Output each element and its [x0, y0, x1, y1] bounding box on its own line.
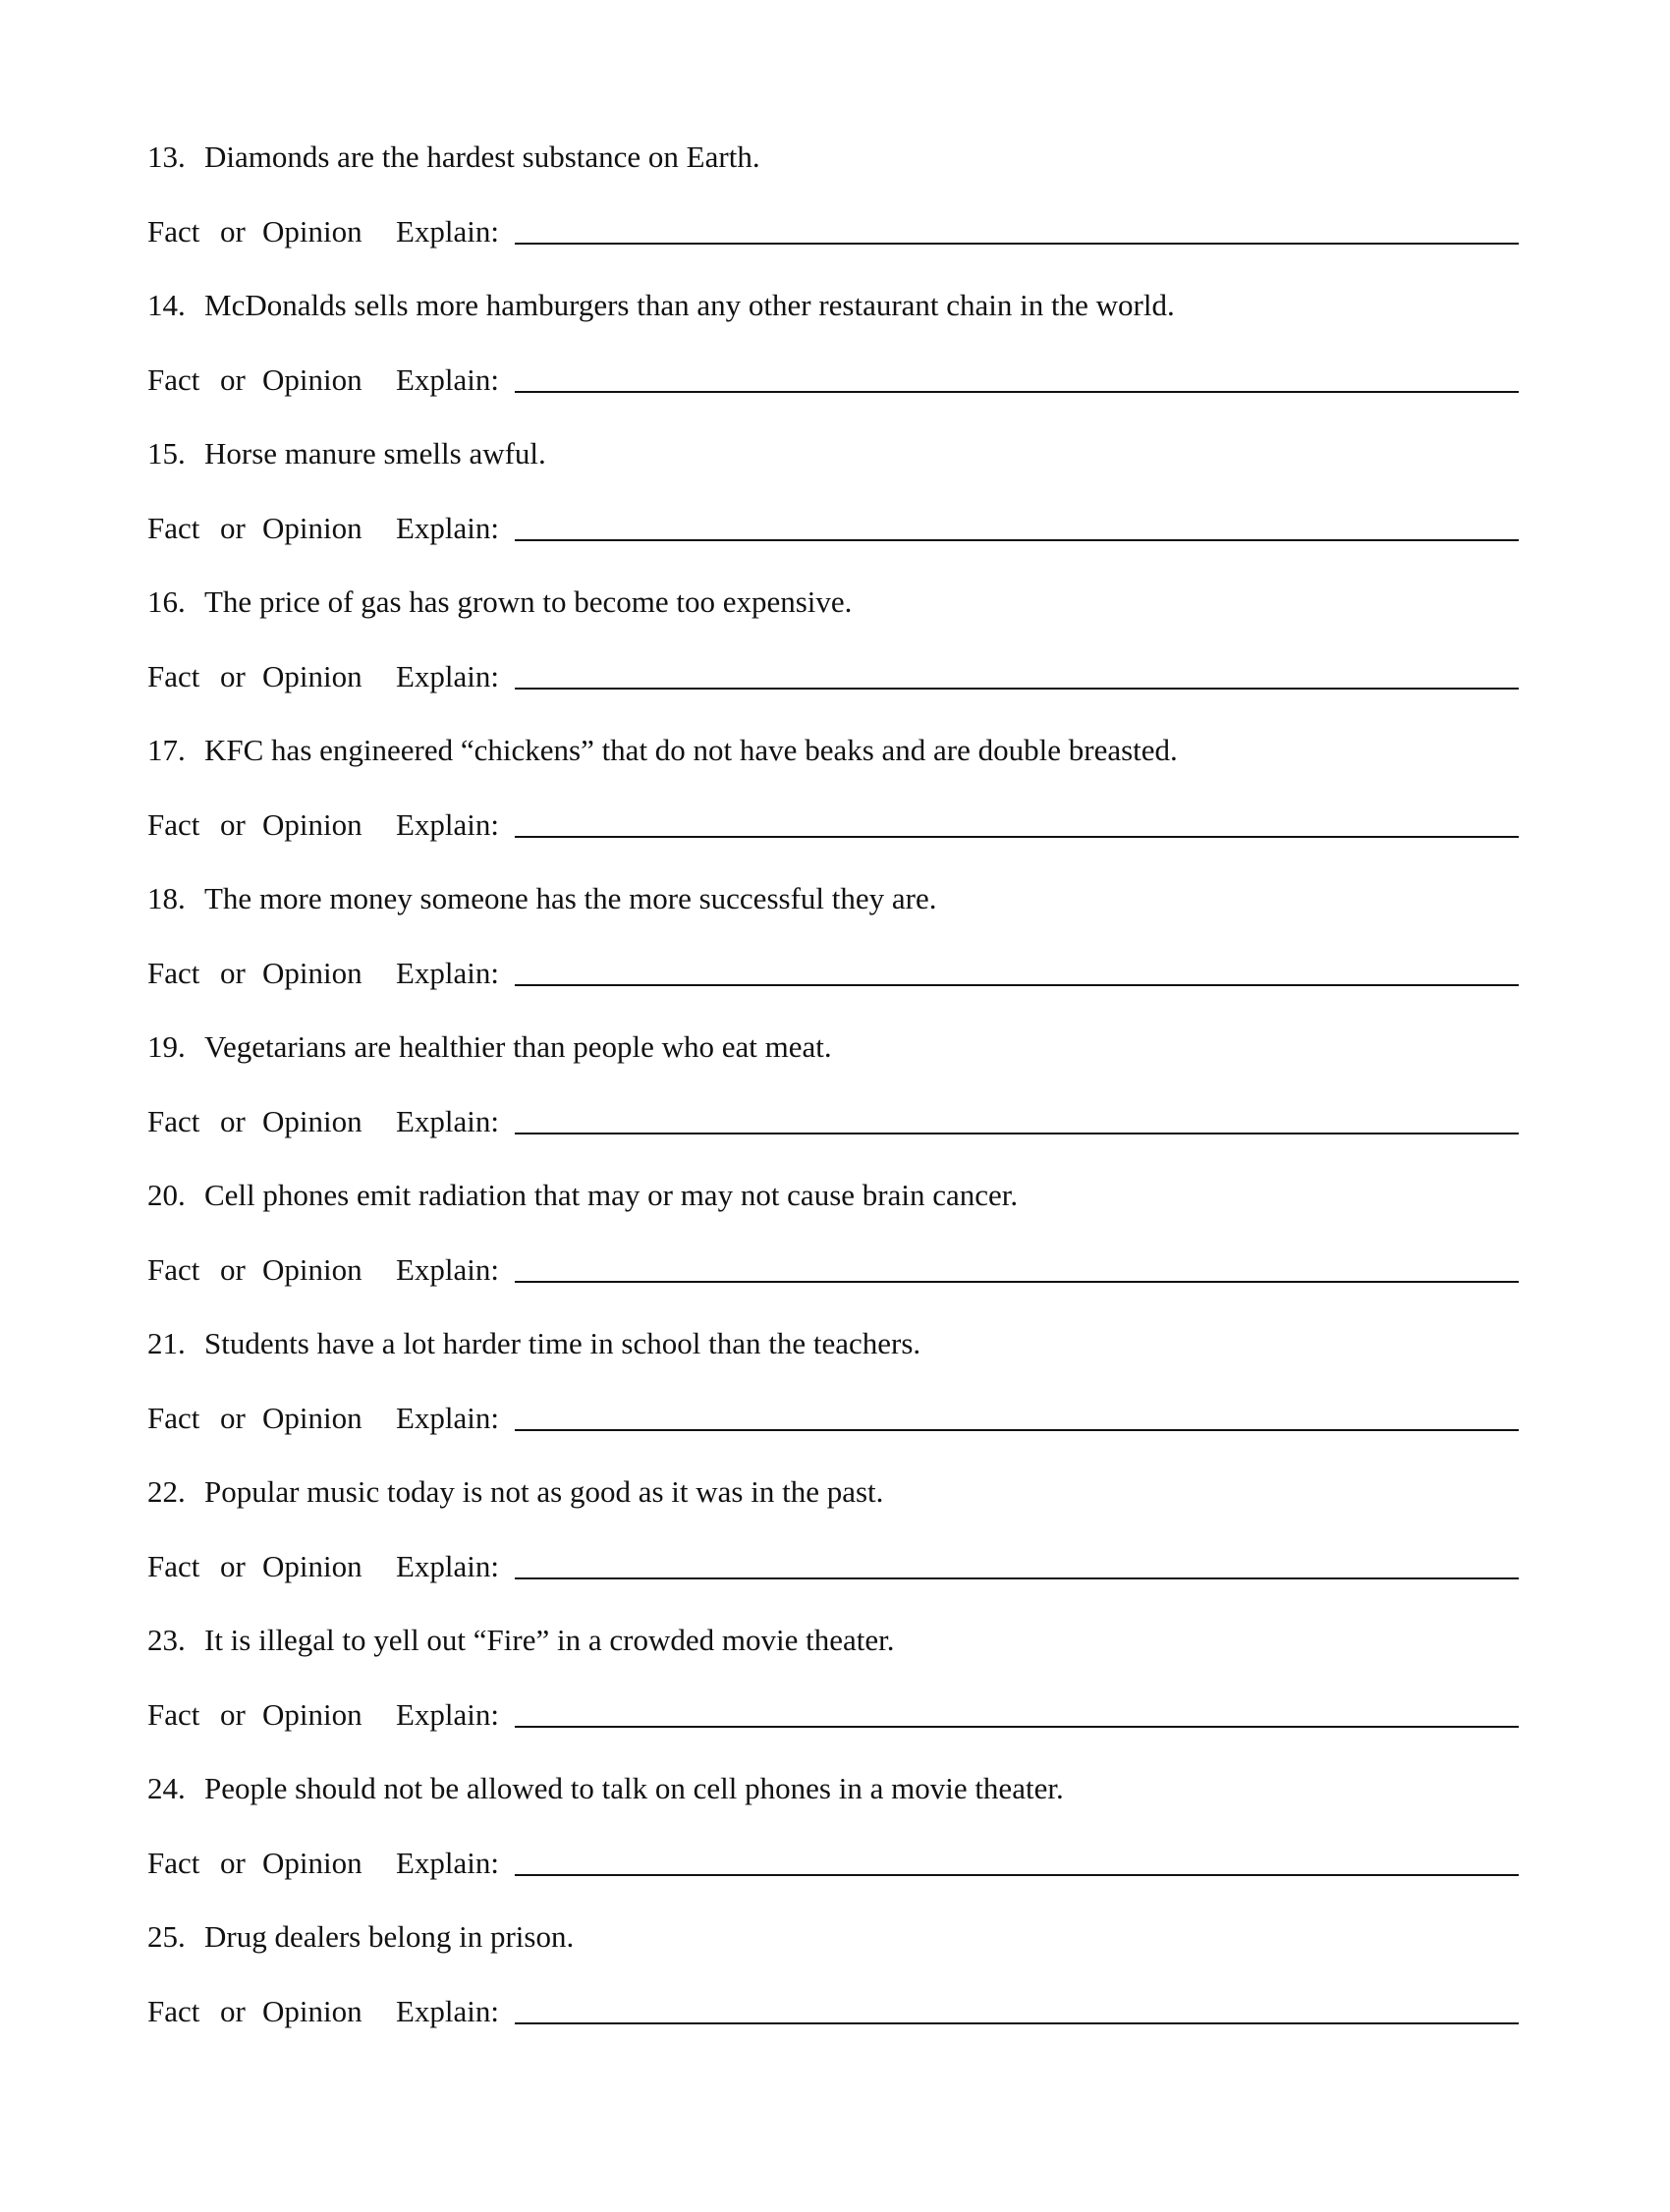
- opinion-option[interactable]: Opinion: [262, 659, 362, 693]
- explanation-answer-line[interactable]: [515, 836, 1519, 838]
- or-label: or: [220, 214, 246, 249]
- question-text: It is illegal to yell out “Fire” in a crowded movie theater.: [204, 1623, 895, 1657]
- explanation-answer-line[interactable]: [515, 1577, 1519, 1579]
- explanation-answer-line[interactable]: [515, 2022, 1519, 2024]
- answer-row: [147, 212, 1519, 251]
- question-number: 18.: [147, 881, 186, 915]
- fact-option[interactable]: Fact: [147, 807, 200, 842]
- question-item: [147, 1917, 1519, 2212]
- opinion-option[interactable]: Opinion: [262, 1252, 362, 1287]
- question-text: Students have a lot harder time in school than the teachers.: [204, 1326, 921, 1360]
- or-label: or: [220, 362, 246, 397]
- explanation-answer-line[interactable]: [515, 984, 1519, 986]
- question-statement: [147, 879, 936, 918]
- explain-label: Explain:: [396, 1697, 500, 1732]
- explanation-answer-line[interactable]: [515, 1429, 1519, 1431]
- opinion-option[interactable]: Opinion: [262, 1104, 362, 1138]
- explain-label: Explain:: [396, 1252, 500, 1287]
- answer-row: [147, 657, 1519, 696]
- question-number: 21.: [147, 1326, 186, 1360]
- explain-label: Explain:: [396, 214, 500, 249]
- question-number: 15.: [147, 436, 186, 470]
- question-number: 19.: [147, 1029, 186, 1064]
- question-number: 22.: [147, 1474, 186, 1509]
- explain-label: Explain:: [396, 1994, 500, 2028]
- fact-option[interactable]: Fact: [147, 1252, 200, 1287]
- opinion-option[interactable]: Opinion: [262, 1697, 362, 1732]
- explain-label: Explain:: [396, 511, 500, 545]
- explain-label: Explain:: [396, 1104, 500, 1138]
- question-statement: [147, 286, 1175, 325]
- question-text: Horse manure smells awful.: [204, 436, 546, 470]
- answer-row: [147, 1695, 1519, 1735]
- or-label: or: [220, 1994, 246, 2028]
- question-statement: [147, 582, 852, 622]
- fact-option[interactable]: Fact: [147, 1104, 200, 1138]
- fact-option[interactable]: Fact: [147, 956, 200, 990]
- answer-row: [147, 954, 1519, 993]
- opinion-option[interactable]: Opinion: [262, 511, 362, 545]
- opinion-option[interactable]: Opinion: [262, 956, 362, 990]
- opinion-option[interactable]: Opinion: [262, 1846, 362, 1880]
- fact-option[interactable]: Fact: [147, 362, 200, 397]
- or-label: or: [220, 1252, 246, 1287]
- fact-option[interactable]: Fact: [147, 1697, 200, 1732]
- explain-label: Explain:: [396, 807, 500, 842]
- fact-option[interactable]: Fact: [147, 1994, 200, 2028]
- fact-option[interactable]: Fact: [147, 1401, 200, 1435]
- question-number: 25.: [147, 1919, 186, 1954]
- or-label: or: [220, 956, 246, 990]
- question-text: The more money someone has the more successful they are.: [204, 881, 937, 915]
- question-text: Cell phones emit radiation that may or may not cause brain cancer.: [204, 1178, 1019, 1212]
- explain-label: Explain:: [396, 1549, 500, 1583]
- question-statement: [147, 434, 546, 473]
- or-label: or: [220, 659, 246, 693]
- or-label: or: [220, 1104, 246, 1138]
- answer-row: [147, 1102, 1519, 1141]
- explanation-answer-line[interactable]: [515, 1874, 1519, 1876]
- question-statement: [147, 1472, 883, 1512]
- answer-row: [147, 509, 1519, 548]
- question-number: 23.: [147, 1623, 186, 1657]
- explain-label: Explain:: [396, 1846, 500, 1880]
- opinion-option[interactable]: Opinion: [262, 1994, 362, 2028]
- question-text: McDonalds sells more hamburgers than any other restaurant chain in the world.: [204, 288, 1175, 322]
- answer-row: [147, 1250, 1519, 1290]
- question-statement: [147, 1324, 920, 1363]
- question-text: Vegetarians are healthier than people who eat meat.: [204, 1029, 832, 1064]
- opinion-option[interactable]: Opinion: [262, 1549, 362, 1583]
- opinion-option[interactable]: Opinion: [262, 362, 362, 397]
- answer-row: [147, 360, 1519, 400]
- fact-option[interactable]: Fact: [147, 1549, 200, 1583]
- question-text: Drug dealers belong in prison.: [204, 1919, 575, 1954]
- explanation-answer-line[interactable]: [515, 688, 1519, 690]
- answer-row: [147, 1844, 1519, 1883]
- question-number: 14.: [147, 288, 186, 322]
- question-number: 16.: [147, 584, 186, 619]
- question-number: 24.: [147, 1771, 186, 1805]
- answer-row: [147, 1399, 1519, 1438]
- or-label: or: [220, 807, 246, 842]
- answer-row: [147, 1992, 1519, 2031]
- question-statement: [147, 1917, 574, 1957]
- explanation-answer-line[interactable]: [515, 1133, 1519, 1134]
- explain-label: Explain:: [396, 956, 500, 990]
- question-statement: [147, 138, 760, 177]
- or-label: or: [220, 1697, 246, 1732]
- explanation-answer-line[interactable]: [515, 539, 1519, 541]
- explain-label: Explain:: [396, 1401, 500, 1435]
- answer-row: [147, 1547, 1519, 1586]
- opinion-option[interactable]: Opinion: [262, 214, 362, 249]
- or-label: or: [220, 1549, 246, 1583]
- fact-option[interactable]: Fact: [147, 511, 200, 545]
- question-text: Diamonds are the hardest substance on Earth.: [204, 139, 760, 174]
- explanation-answer-line[interactable]: [515, 1281, 1519, 1283]
- question-text: The price of gas has grown to become too expensive.: [204, 584, 853, 619]
- explanation-answer-line[interactable]: [515, 1726, 1519, 1728]
- opinion-option[interactable]: Opinion: [262, 807, 362, 842]
- question-number: 20.: [147, 1178, 186, 1212]
- or-label: or: [220, 1846, 246, 1880]
- question-statement: [147, 1769, 1064, 1808]
- question-statement: [147, 1027, 832, 1067]
- question-statement: [147, 1621, 894, 1660]
- or-label: or: [220, 511, 246, 545]
- question-text: Popular music today is not as good as it was in the past.: [204, 1474, 884, 1509]
- explain-label: Explain:: [396, 362, 500, 397]
- fact-option[interactable]: Fact: [147, 214, 200, 249]
- explanation-answer-line[interactable]: [515, 391, 1519, 393]
- fact-option[interactable]: Fact: [147, 659, 200, 693]
- explain-label: Explain:: [396, 659, 500, 693]
- answer-row: [147, 805, 1519, 845]
- opinion-option[interactable]: Opinion: [262, 1401, 362, 1435]
- question-number: 17.: [147, 733, 186, 767]
- fact-option[interactable]: Fact: [147, 1846, 200, 1880]
- question-text: KFC has engineered “chickens” that do not have beaks and are double breasted.: [204, 733, 1178, 767]
- or-label: or: [220, 1401, 246, 1435]
- question-text: People should not be allowed to talk on cell phones in a movie theater.: [204, 1771, 1064, 1805]
- explanation-answer-line[interactable]: [515, 243, 1519, 245]
- question-number: 13.: [147, 139, 186, 174]
- question-statement: [147, 731, 1178, 770]
- question-statement: [147, 1176, 1018, 1215]
